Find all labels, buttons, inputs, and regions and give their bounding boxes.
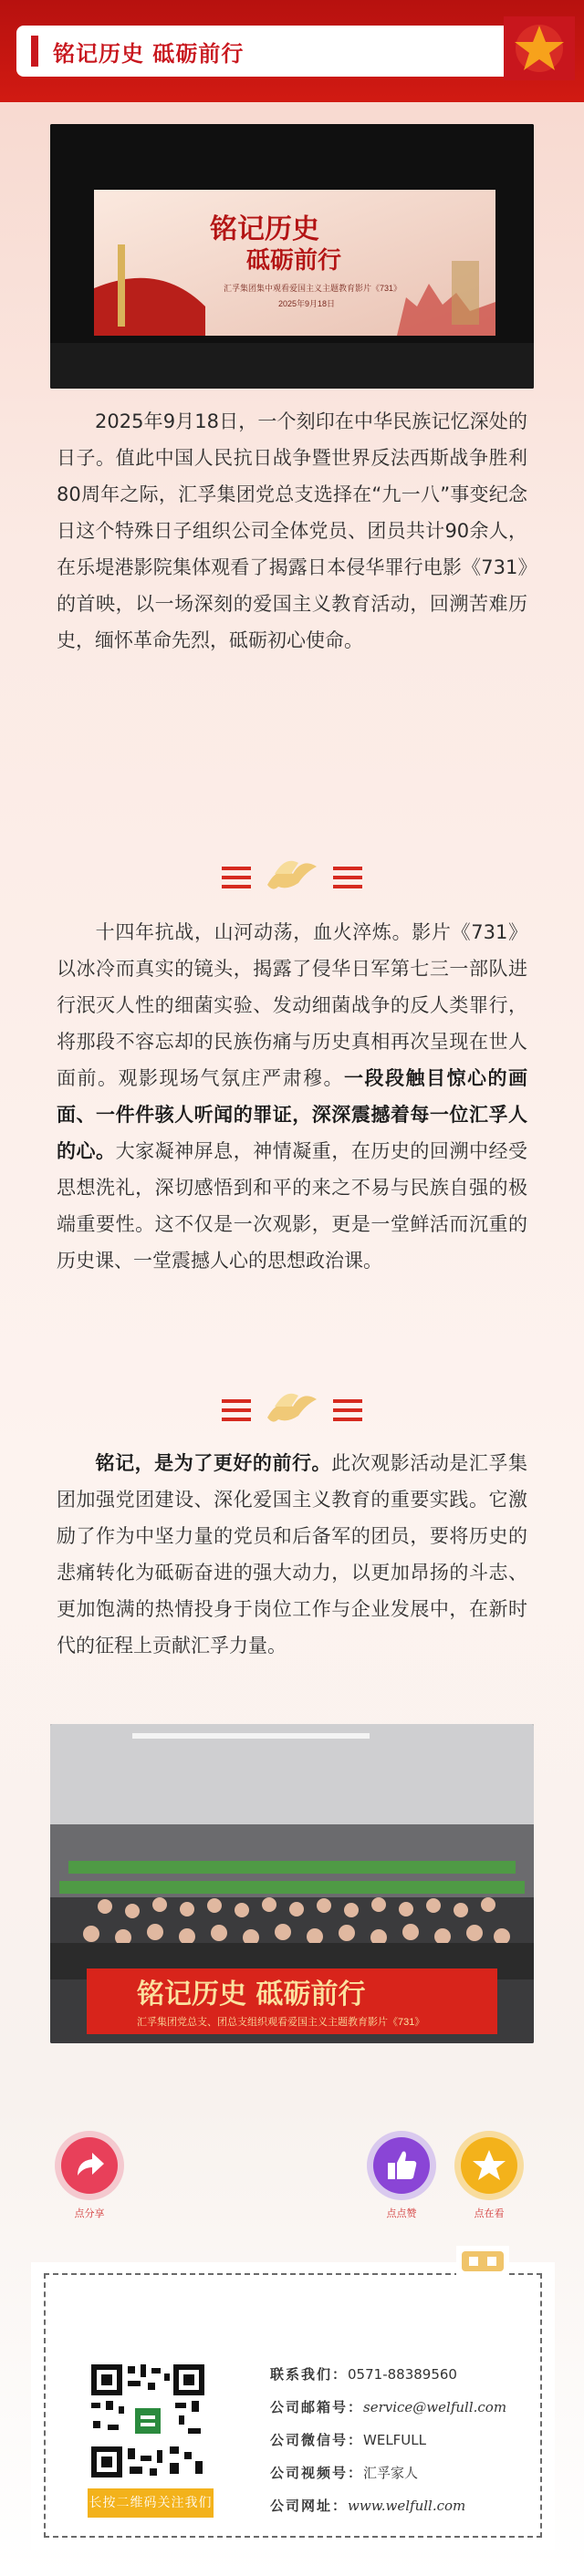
star-icon	[461, 2137, 517, 2194]
paragraph-film-emphasis: 一段段触目惊心的画面、一件件骇人听闻的罪证，深深震撼着每一位汇孚人的心。	[57, 1067, 527, 1162]
banner-subtitle: 汇孚集团党总支、团总支组织观看爱国主义主题教育影片《731》	[137, 2017, 425, 2028]
header-accent	[31, 36, 38, 67]
favorite-button-face[interactable]	[461, 2137, 517, 2194]
paragraph-intro	[57, 403, 527, 659]
contact-email-value[interactable]: service@welfull.com	[363, 2399, 507, 2415]
group-photo-graphic	[50, 1724, 534, 2043]
divider-dove-ornament	[214, 1379, 370, 1439]
paragraph-conclusion-emphasis: 铭记，是为了更好的前行。	[95, 1452, 332, 1474]
divider-dove-ornament	[214, 847, 370, 907]
qr-caption: 长按二维码关注我们	[88, 2488, 214, 2518]
contact-website-key: 公司网址：	[270, 2498, 349, 2514]
paragraph-conclusion-text: 此次观影活动是汇孚集团加强党团建设、深化爱国主义教育的重要实践。它激励了作为中坚力量的党员和后备军的团员，要将历史的悲痛转化为砥砺奋进的强大动力，以更加昂扬的斗志、更加饱满的热情投身于岗位工作与企业发展中，在新时代的征程上贡献汇孚力量。	[57, 1452, 528, 1657]
screen-date: 2025年9月18日	[278, 299, 336, 308]
thumbs-up-icon	[373, 2137, 430, 2194]
screen-title-line1: 铭记历史	[210, 213, 319, 245]
page-title: 铭记历史 砥砺前行	[53, 40, 245, 67]
contact-website	[270, 2496, 465, 2515]
favorite-button[interactable]	[454, 2131, 524, 2200]
share-button[interactable]	[55, 2131, 124, 2200]
screen-title-line2: 砥砺前行	[246, 247, 342, 275]
screen-subtitle: 汇孚集团集中观看爱国主义主题教育影片《731》	[224, 284, 402, 293]
contact-wechat-key: 公司微信号：	[270, 2432, 364, 2448]
favorite-label: 点在看	[474, 2207, 505, 2219]
star-icon	[504, 16, 575, 80]
like-button-face[interactable]	[373, 2137, 430, 2194]
contact-wechat-value: WELFULL	[363, 2432, 427, 2448]
banner-title: 铭记历史 砥砺前行	[137, 1979, 366, 2010]
header-bar	[16, 26, 564, 77]
share-button-face[interactable]	[61, 2137, 118, 2194]
share-label: 点分享	[74, 2207, 105, 2219]
contact-phone-value[interactable]: 0571-88389560	[348, 2366, 457, 2383]
contact-video-value: 汇孚家人	[363, 2465, 419, 2481]
cinema-screen-graphic	[50, 124, 534, 389]
paragraph-intro-text: 2025年9月18日，一个刻印在中华民族记忆深处的日子。值此中国人民抗日战争暨世界反法西斯战争胜利80周年之际，汇孚集团党总支选择在“九一八”事变纪念日这个特殊日子组织公司全体党员、团员共计90余人，在乐堤港影院集体观看了揭露日本侵华罪行电影《731》的首映，以一场深刻的爱国主义教育活动，回溯苦难历史，缅怀革命先烈，砥砺初心使命。	[57, 410, 527, 651]
contact-email-key: 公司邮箱号：	[270, 2399, 364, 2415]
paragraph-film-text: 十四年抗战，山河动荡，血火淬炼。影片《731》以冰冷而真实的镜头，揭露了侵华日军第七三一部队进行泯灭人性的细菌实验、发动细菌战争的反人类罪行，将那段不容忘却的民族伤痛与历史真相再次呈现在世人面前。观影现场气氛庄严肃穆。	[57, 921, 527, 1089]
paragraph-film-text-2: 大家凝神屏息，神情凝重，在历史的回溯中经受思想洗礼，深切感悟到和平的来之不易与民族自强的极端重要性。这不仅是一次观影，更是一堂鲜活而沉重的历史课、一堂震撼人心的思想政治课。	[57, 1140, 528, 1272]
contact-wechat	[270, 2430, 426, 2449]
contact-video	[270, 2463, 418, 2482]
paragraph-film	[57, 914, 527, 1279]
paragraph-conclusion	[57, 1445, 527, 1664]
contact-website-value[interactable]: www.welfull.com	[348, 2498, 466, 2514]
qr-code[interactable]	[88, 2361, 208, 2481]
like-button[interactable]	[367, 2131, 436, 2200]
cinema-screen-photo	[50, 124, 534, 389]
like-label: 点点赞	[386, 2207, 417, 2219]
contact-email	[270, 2397, 506, 2416]
contact-phone-key: 联系我们：	[270, 2366, 349, 2383]
share-icon	[61, 2137, 118, 2194]
group-photo	[50, 1724, 534, 2043]
knot-ornament-icon	[456, 2246, 509, 2277]
contact-video-key: 公司视频号：	[270, 2465, 364, 2481]
contact-phone	[270, 2364, 457, 2384]
header	[0, 0, 584, 102]
